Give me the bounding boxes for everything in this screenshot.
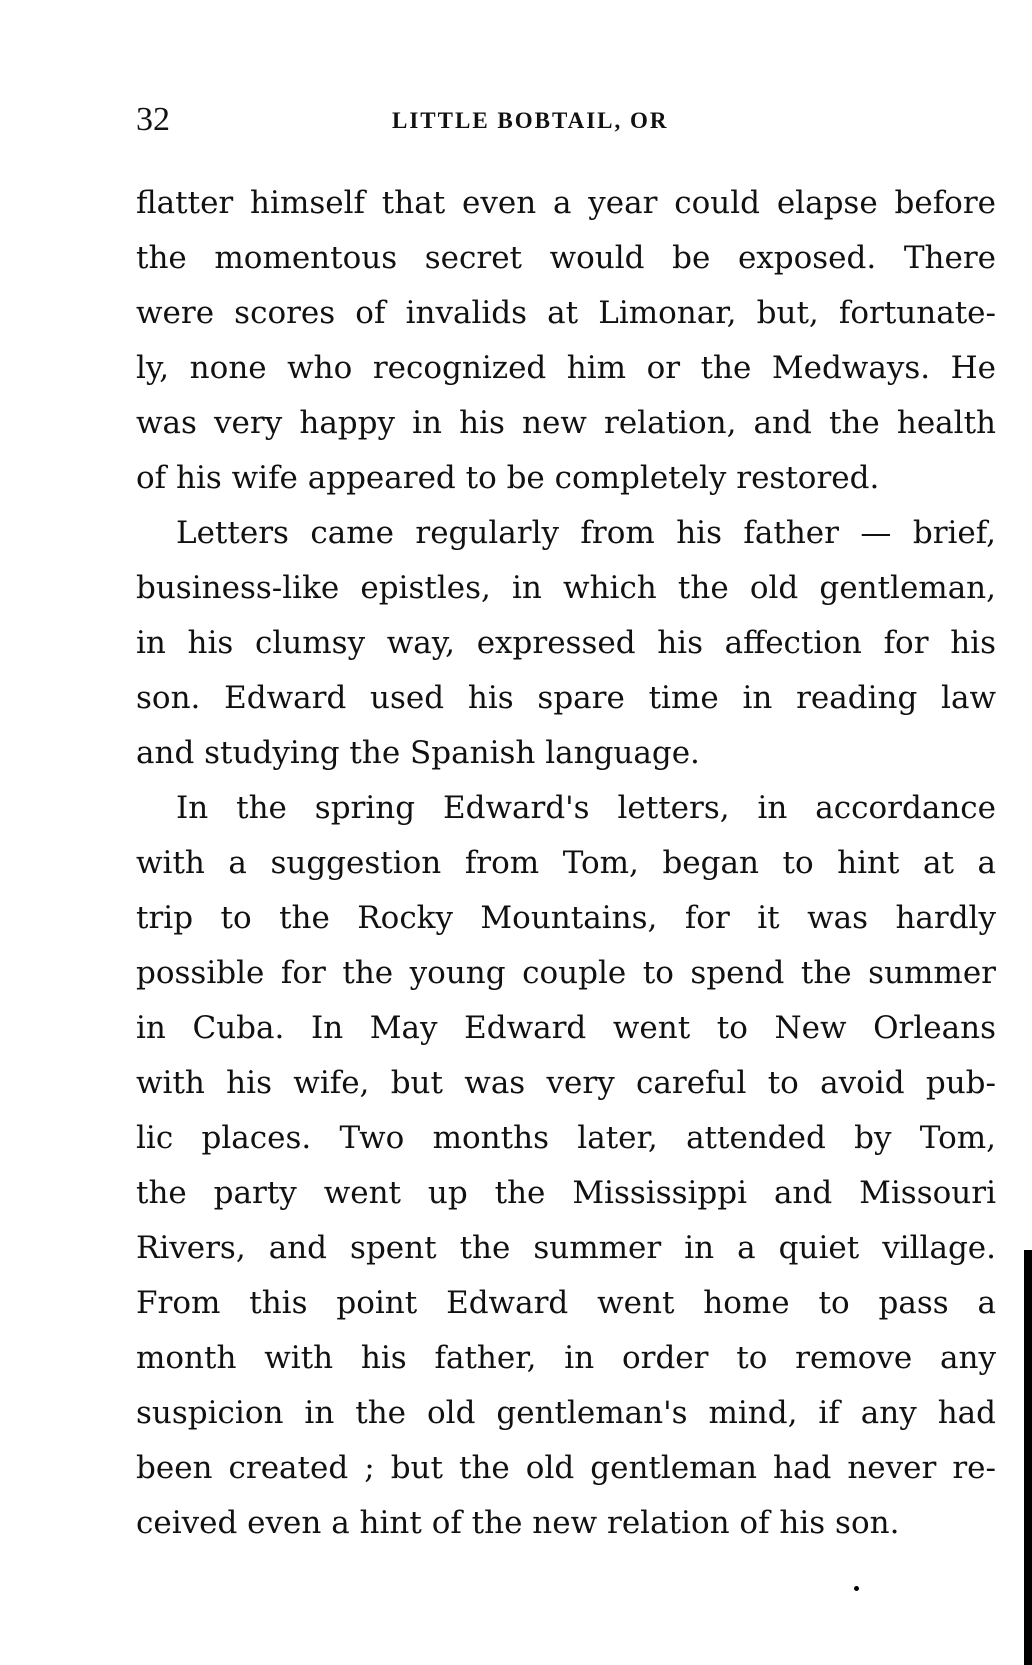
text-line: Rivers, and spent the summer in a quiet village. (136, 1230, 996, 1266)
running-title: LITTLE BOBTAIL, OR (392, 108, 669, 133)
text-line: in Cuba. In May Edward went to New Orleans (136, 1010, 996, 1046)
text-line: flatter himself that even a year could elapse before (136, 185, 996, 221)
text-line: month with his father, in order to remove any (136, 1340, 996, 1376)
text-line: been created ; but the old gentleman had never re- (136, 1450, 996, 1486)
text-line: the party went up the Mississippi and Missouri (136, 1175, 996, 1211)
text-line: in his clumsy way, expressed his affection for his (136, 625, 996, 661)
text-line: business-like epistles, in which the old gentleman, (136, 570, 996, 606)
text-line: From this point Edward went home to pass a (136, 1285, 996, 1321)
scan-edge-mark (1024, 1250, 1032, 1665)
text-line: ceived even a hint of the new relation of his son. (136, 1505, 900, 1541)
text-line: suspicion in the old gentleman's mind, if any had (136, 1395, 996, 1431)
text-line: were scores of invalids at Limonar, but, fortunate- (136, 295, 996, 331)
text-line: ly, none who recognized him or the Medways. He (136, 350, 996, 386)
text-line: son. Edward used his spare time in reading law (136, 680, 996, 716)
text-line: and studying the Spanish language. (136, 735, 700, 771)
text-line: with his wife, but was very careful to avoid pub- (136, 1065, 996, 1101)
body-text (136, 176, 996, 1551)
text-line: of his wife appeared to be completely restored. (136, 460, 880, 496)
paragraph-3 (136, 781, 996, 1551)
running-head (136, 100, 996, 150)
page-number: 32 (136, 101, 170, 138)
paragraph-1 (136, 176, 996, 506)
text-line: was very happy in his new relation, and the health (136, 405, 996, 441)
text-line: Letters came regularly from his father — brief, (176, 515, 996, 551)
text-line: In the spring Edward's letters, in accordance (176, 790, 996, 826)
text-line: with a suggestion from Tom, began to hint at a (136, 845, 996, 881)
text-line: the momentous secret would be exposed. There (136, 240, 996, 276)
paragraph-2 (136, 506, 996, 781)
ink-speck (854, 1586, 859, 1591)
text-line: trip to the Rocky Mountains, for it was hardly (136, 900, 996, 936)
text-line: possible for the young couple to spend the summer (136, 955, 996, 991)
text-line: lic places. Two months later, attended by Tom, (136, 1120, 996, 1156)
